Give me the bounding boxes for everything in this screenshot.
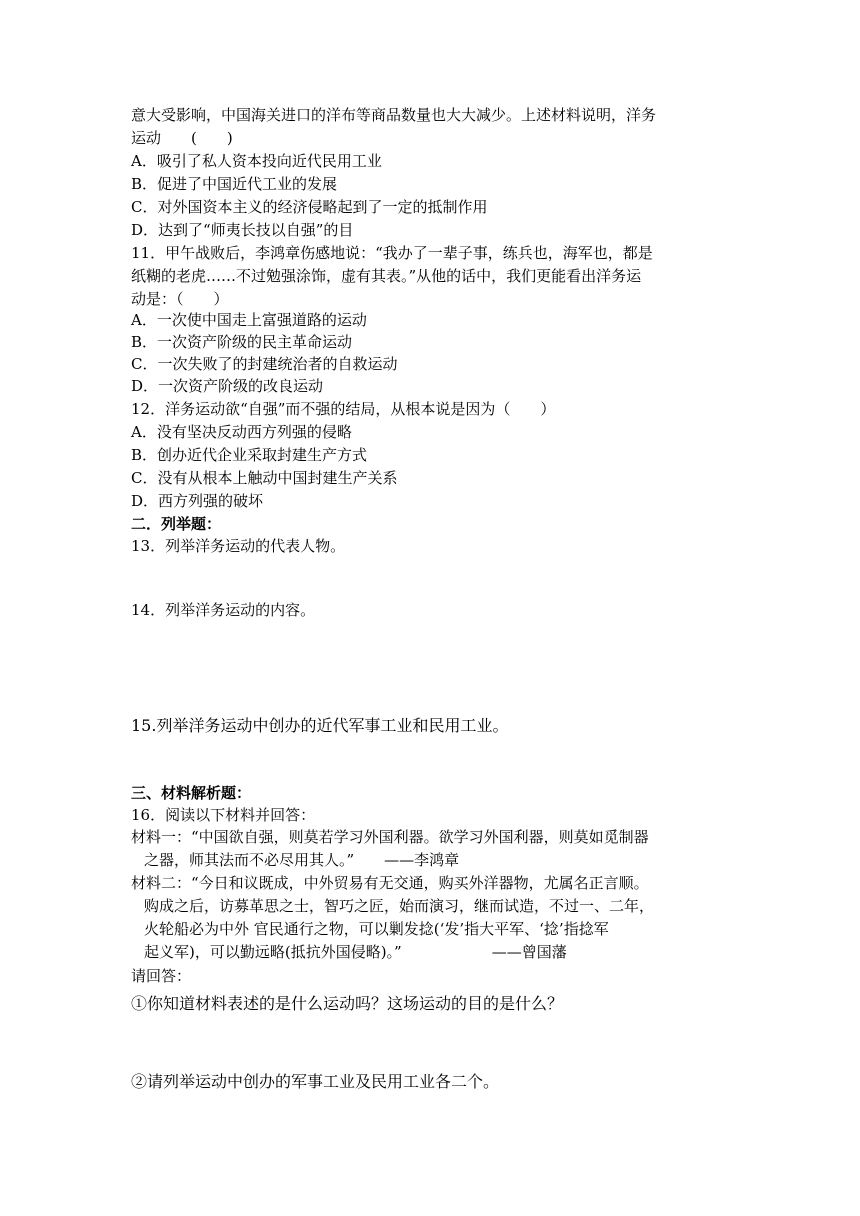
q12-option-d: D．西方列强的破坏 xyxy=(131,492,264,510)
material-1-line-2: 之器，师其法而不必尽用其人。” ——李鸿章 xyxy=(144,851,460,869)
q10-option-d: D．达到了“师夷长技以自强”的目 xyxy=(131,221,354,239)
section-2-heading: 二．列举题： xyxy=(131,515,222,533)
material-2-line-3: 火轮船必为中外 官民通行之物，可以剿发捻(‘发’指大平军、‘捻’指捻军 xyxy=(144,920,609,938)
answer-prompt: 请回答： xyxy=(131,967,192,985)
q10-option-c: C．对外国资本主义的经济侵略起到了一定的抵制作用 xyxy=(131,198,488,216)
q14: 14．列举洋务运动的内容。 xyxy=(131,601,316,619)
q12-option-a: A．没有坚决反动西方列强的侵略 xyxy=(131,423,352,441)
sub-question-2: ②请列举运动中创办的军事工业及民用工业各二个。 xyxy=(131,1072,500,1091)
material-2-line-2: 购成之后，访募革思之士，智巧之匠，始而演习，继而试造，不过一、二年， xyxy=(144,897,655,915)
q12-option-b: B．创办近代企业采取封建生产方式 xyxy=(131,446,368,464)
q10-line-2: 运动 ( ) xyxy=(131,129,233,147)
q16: 16．阅读以下材料并回答： xyxy=(131,806,316,824)
q11-option-d: D．一次资产阶级的改良运动 xyxy=(131,377,324,395)
q11-line-1: 11．甲午战败后，李鸿章伤感地说：“我办了一辈子事，练兵也，海军也，都是 xyxy=(131,244,653,262)
q13: 13．列举洋务运动的代表人物。 xyxy=(131,537,346,555)
q10-option-a: A．吸引了私人资本投向近代民用工业 xyxy=(131,152,382,170)
q15: 15.列举洋务运动中创办的近代军事工业和民用工业。 xyxy=(131,716,509,735)
q12-option-c: C．没有从根本上触动中国封建生产关系 xyxy=(131,469,398,487)
q10-line-1: 意大受影响，中国海关进口的洋布等商品数量也大大减少。上述材料说明，洋务 xyxy=(131,106,657,124)
material-1-line-1: 材料一：“中国欲自强，则莫若学习外国利器。欲学习外国利器，则莫如觅制器 xyxy=(131,828,649,846)
q11-option-c: C．一次失败了的封建统治者的自救运动 xyxy=(131,355,398,373)
material-2-line-4: 起义军)，可以勤远略(抵抗外国侵略)。” ——曾国藩 xyxy=(144,943,567,961)
q11-option-a: A．一次使中国走上富强道路的运动 xyxy=(131,311,367,329)
q11-line-3: 动是：（ ） xyxy=(131,290,229,308)
material-2-line-1: 材料二：“今日和议既成，中外贸易有无交通，购买外洋器物，尤属名正言顺。 xyxy=(131,874,649,892)
q11-line-2: 纸糊的老虎……不过勉强涂饰，虚有其表。”从他的话中，我们更能看出洋务运 xyxy=(131,267,642,285)
section-3-heading: 三、材料解析题： xyxy=(131,784,252,802)
sub-question-1: ①你知道材料表述的是什么运动吗？这场运动的目的是什么？ xyxy=(131,994,564,1013)
q11-option-b: B．一次资产阶级的民主革命运动 xyxy=(131,333,353,351)
q12-line-1: 12．洋务运动欲“自强”而不强的结局，从根本说是因为（ ） xyxy=(131,400,556,418)
q10-option-b: B．促进了中国近代工业的发展 xyxy=(131,175,338,193)
